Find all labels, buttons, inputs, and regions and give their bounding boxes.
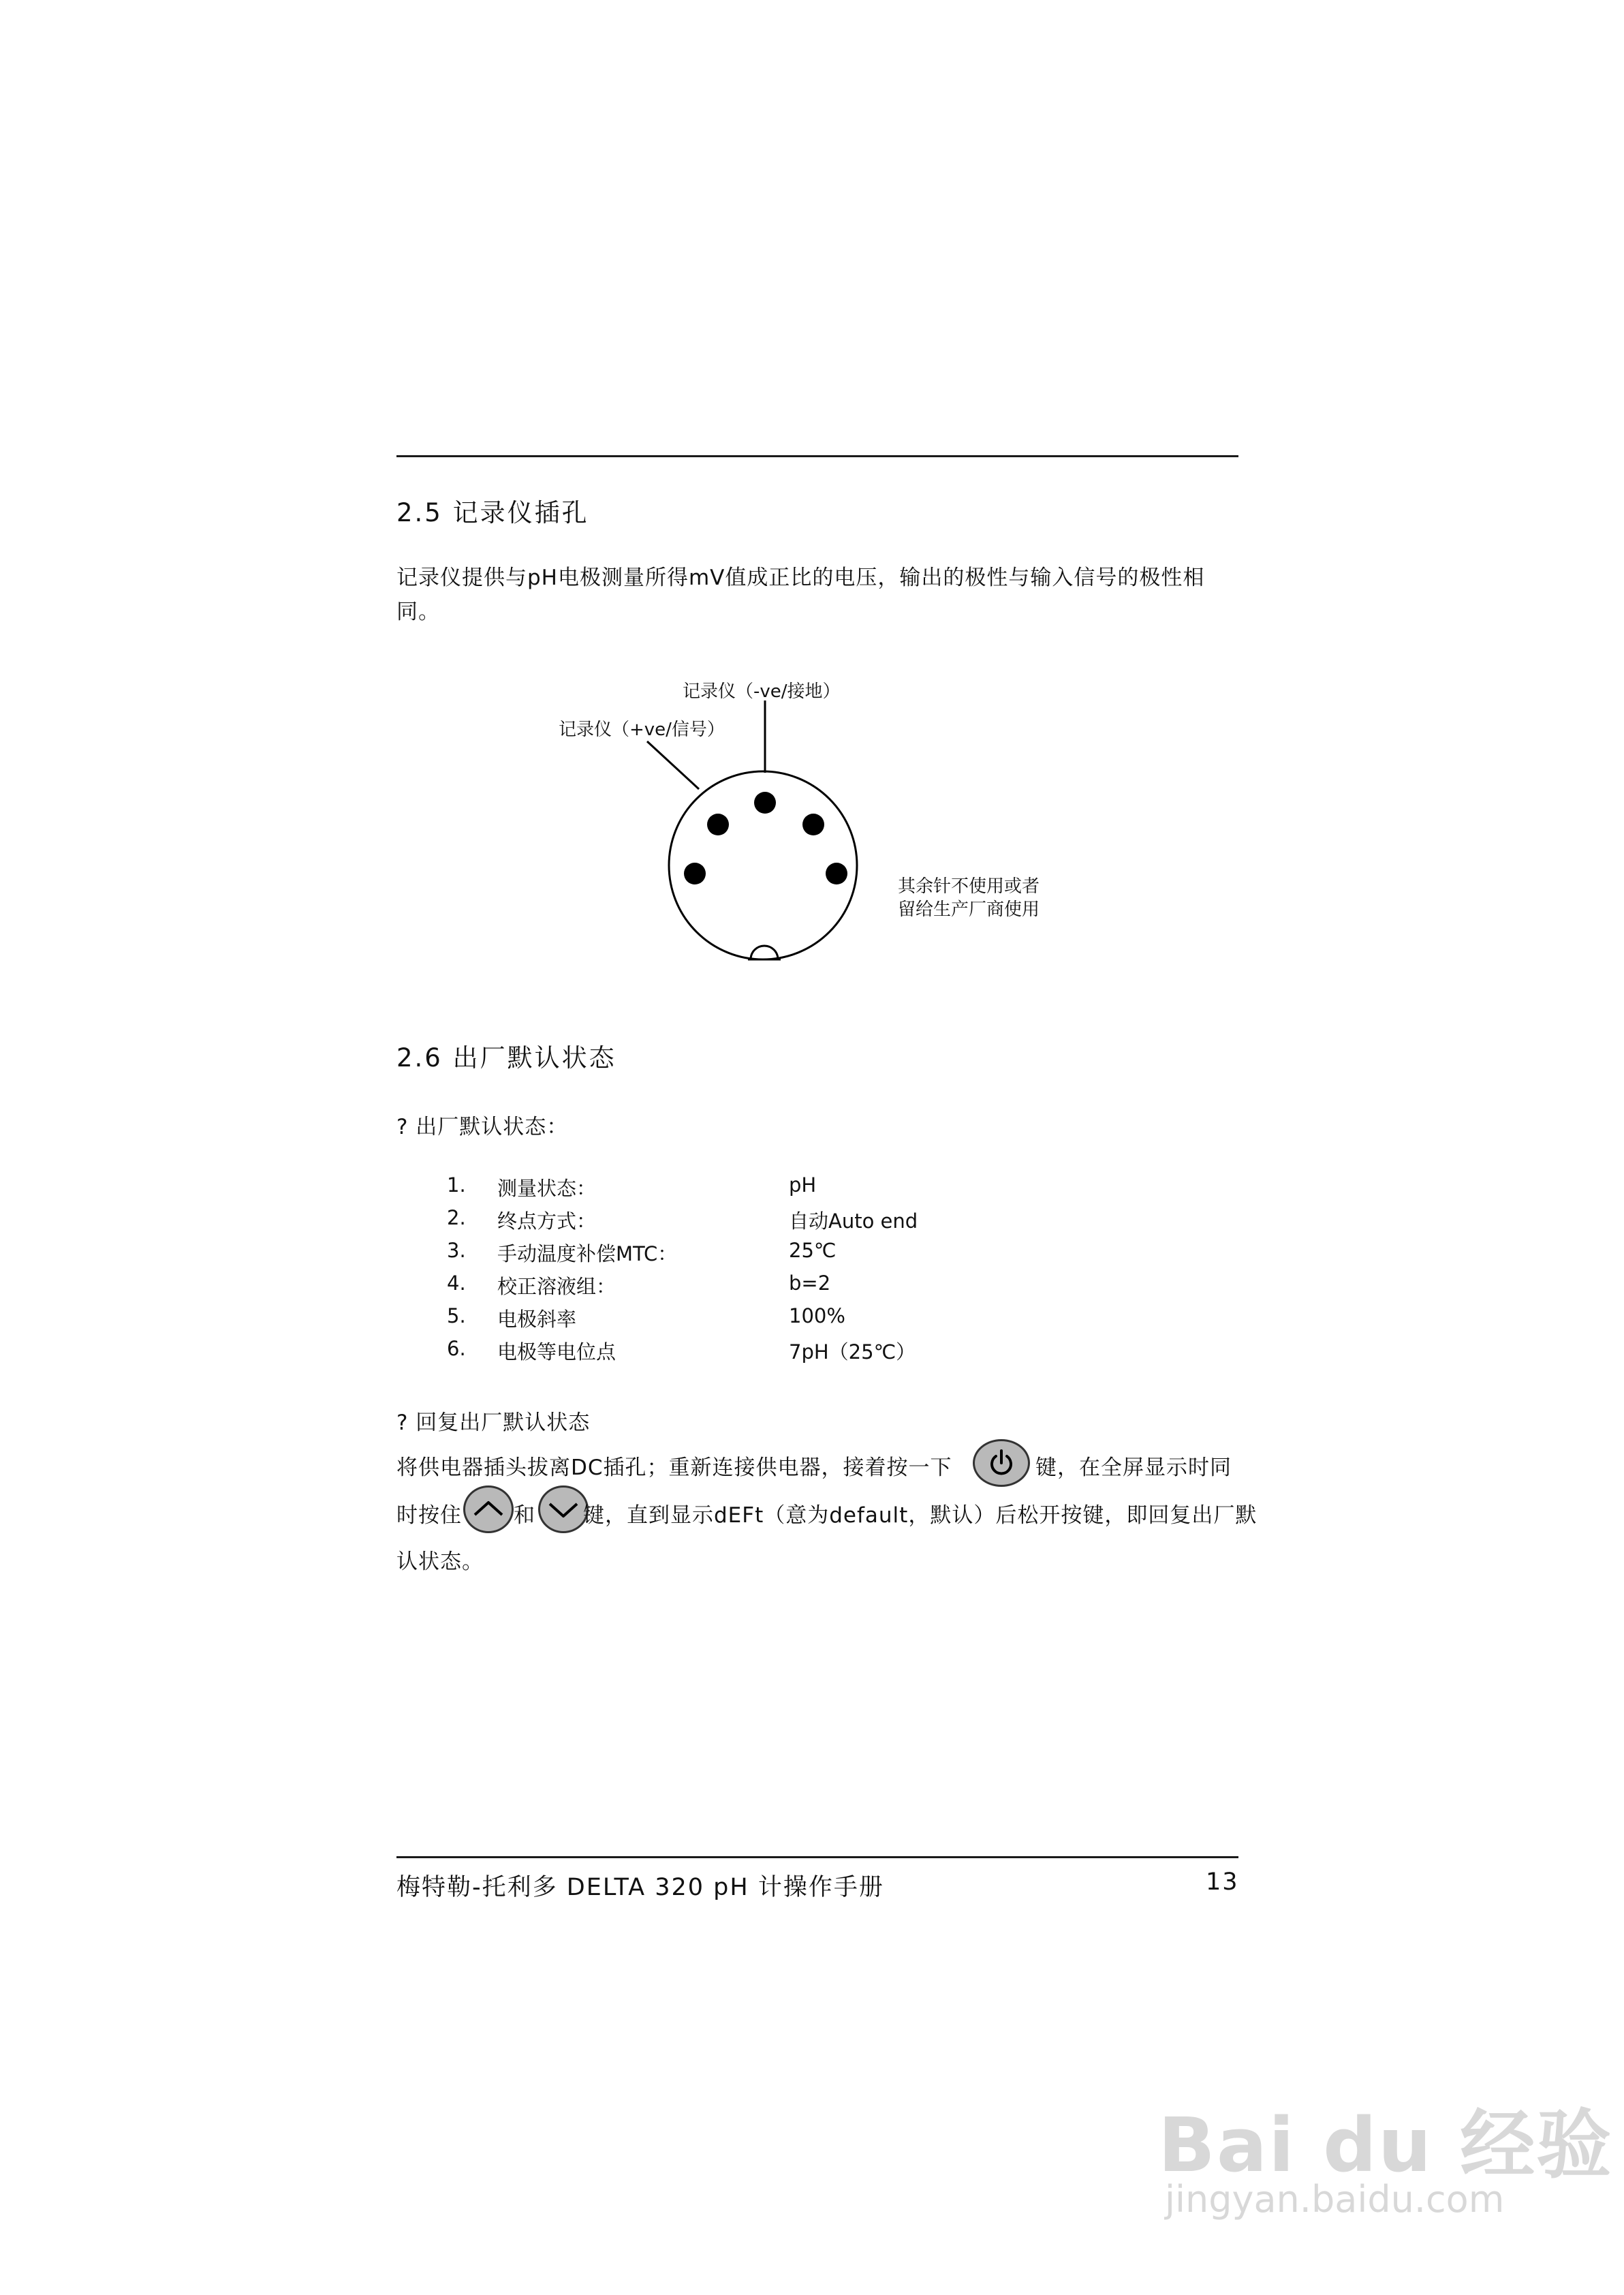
restore-text: 键，直到显示dEFt（意为default，默认）后松开按键，即回复出厂默 xyxy=(583,1503,1258,1528)
list-item-label: 电极斜率 xyxy=(497,1308,577,1331)
list-item-number: 4. xyxy=(447,1272,466,1295)
section-heading-2-5: 2.5 记录仪插孔 xyxy=(396,498,589,527)
list-item-value: 自动Auto end xyxy=(789,1210,918,1233)
page-number: 13 xyxy=(1206,1868,1239,1896)
key-notch xyxy=(751,946,778,959)
pin-top xyxy=(754,792,776,814)
list-item-label: 手动温度补偿MTC： xyxy=(497,1242,678,1265)
diagram-label-unused-1: 其余针不使用或者 xyxy=(898,876,1040,897)
list-item-label: 校正溶液组： xyxy=(497,1275,616,1298)
restore-text: 键，在全屏显示时同 xyxy=(1035,1455,1232,1480)
diagram-label-signal: 记录仪（+ve/信号） xyxy=(559,720,725,740)
footer-title: 梅特勒-托利多 DELTA 320 pH 计操作手册 xyxy=(396,1874,884,1901)
list-item-value: pH xyxy=(789,1173,817,1197)
up-key-icon xyxy=(463,1485,514,1533)
list-item-value: 7pH（25℃） xyxy=(789,1340,916,1364)
restore-text: 认状态。 xyxy=(396,1550,484,1574)
pin-right xyxy=(826,863,847,884)
top-rule xyxy=(396,455,1238,457)
pin-upper-right xyxy=(802,814,824,835)
diagram-label-unused-2: 留给生产厂商使用 xyxy=(898,899,1040,920)
paragraph-line: 记录仪提供与pH电极测量所得mV值成正比的电压，输出的极性与输入信号的极性相 xyxy=(396,566,1205,590)
list-item-number: 1. xyxy=(447,1173,466,1197)
list-item-number: 5. xyxy=(447,1304,466,1327)
section-heading-2-6: 2.6 出厂默认状态 xyxy=(396,1043,616,1073)
watermark-url: jingyan.baidu.com xyxy=(1165,2178,1505,2221)
restore-text: 将供电器插头拔离DC插孔；重新连接供电器，接着按一下 xyxy=(396,1455,952,1480)
restore-text: 时按住 xyxy=(396,1503,462,1528)
watermark-logo: Bai du 经验 xyxy=(1158,2101,1613,2189)
down-key-icon xyxy=(538,1485,589,1533)
list-item-value: 100% xyxy=(789,1304,845,1327)
list-item-value: 25℃ xyxy=(789,1239,837,1262)
footer-rule xyxy=(396,1856,1238,1858)
list-item-number: 6. xyxy=(447,1337,466,1360)
pin-upper-left xyxy=(707,814,729,835)
bullet-factory-defaults: ? 出厂默认状态： xyxy=(396,1115,569,1139)
diagram-label-ground: 记录仪（-ve/接地） xyxy=(683,681,841,702)
list-item-number: 2. xyxy=(447,1206,466,1229)
leader-line-left xyxy=(647,741,699,789)
list-item-value: b=2 xyxy=(789,1272,831,1295)
list-item-label: 电极等电位点 xyxy=(497,1340,616,1364)
power-key-icon xyxy=(973,1439,1030,1487)
list-item-label: 终点方式： xyxy=(497,1210,597,1233)
restore-text: 和 xyxy=(514,1503,535,1528)
list-item-label: 测量状态： xyxy=(497,1177,597,1200)
pin-left xyxy=(684,863,706,884)
list-item-number: 3. xyxy=(447,1239,466,1262)
paragraph-line: 同。 xyxy=(396,600,440,624)
bullet-restore-defaults: ? 回复出厂默认状态 xyxy=(396,1411,591,1435)
